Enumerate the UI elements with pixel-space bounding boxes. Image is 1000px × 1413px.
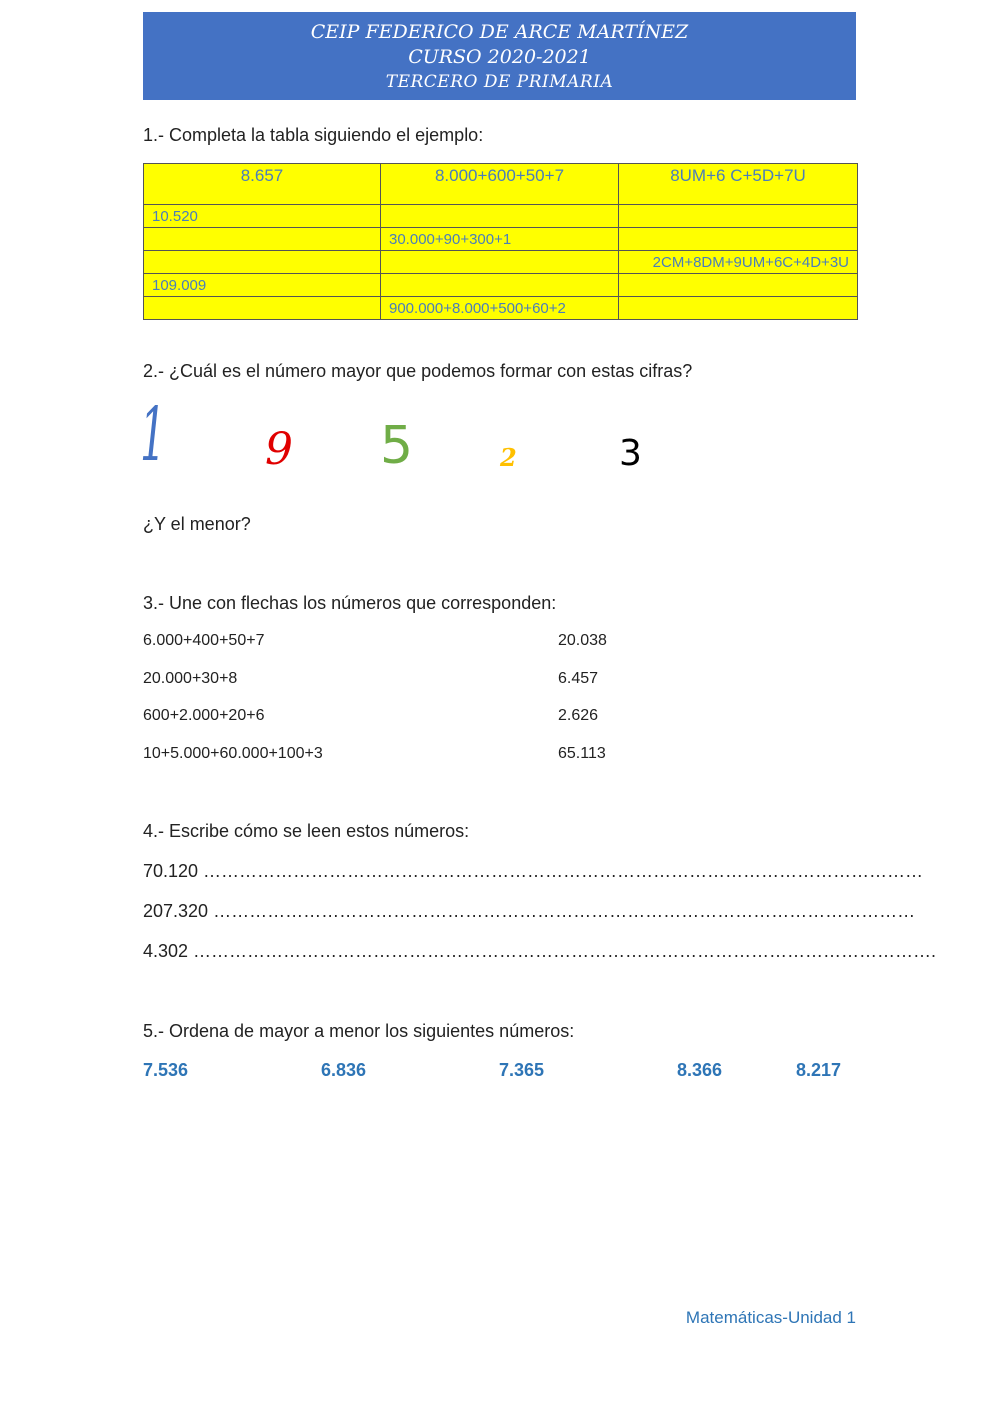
digit-two: 2 [500,443,517,472]
worksheet-header [143,12,856,100]
reading-line[interactable]: 4.302 ……………………………………………………………………………………………………………. [143,941,937,961]
table-cell: 109.009 [144,274,381,297]
digit-one: 1 [140,392,166,478]
question-4-title: 4.- Escribe cómo se leen estos números: [143,821,470,841]
completion-table [143,163,858,320]
table-cell: 8UM+6 C+5D+7U [619,164,858,205]
digit-five: 5 [380,416,414,476]
table-row [144,251,858,274]
question-3-title: 3.- Une con flechas los números que corresponden: [143,593,557,613]
question-2-sub: ¿Y el menor? [143,514,251,534]
match-right-item[interactable]: 20.038 [558,632,607,649]
reading-line[interactable]: 70.120 ………………………………………………………………………………………………………… [143,861,924,881]
table-row [144,228,858,251]
match-left-item[interactable]: 6.000+400+50+7 [143,632,265,649]
order-number[interactable]: 8.366 [677,1060,723,1080]
question-5-title: 5.- Ordena de mayor a menor los siguientes números: [143,1021,575,1041]
table-cell[interactable] [619,205,858,228]
table-cell: 2CM+8DM+9UM+6C+4D+3U [619,251,858,274]
table-cell: 8.000+600+50+7 [381,164,619,205]
match-right-item[interactable]: 2.626 [558,707,599,724]
table-cell[interactable] [619,297,858,320]
digit-three: 3 [619,433,642,474]
table-cell[interactable] [144,297,381,320]
table-row [144,274,858,297]
school-name: CEIP FEDERICO DE ARCE MARTÍNEZ [310,21,689,43]
match-right-item[interactable]: 6.457 [558,670,599,687]
table-row [144,205,858,228]
match-left-item[interactable]: 10+5.000+60.000+100+3 [143,745,323,762]
table-row [144,297,858,320]
match-left-item[interactable]: 600+2.000+20+6 [143,707,265,724]
digit-nine: 9 [265,424,293,475]
page-footer: Matemáticas-Unidad 1 [685,1308,856,1327]
question-1-title: 1.- Completa la tabla siguiendo el ejemplo: [143,125,484,145]
table-cell: 30.000+90+300+1 [381,228,619,251]
grade-level: TERCERO DE PRIMARIA [385,72,614,92]
table-cell[interactable] [144,228,381,251]
table-cell[interactable] [619,274,858,297]
reading-line[interactable]: 207.320 ……………………………………………………………………………………………………… [143,901,916,921]
course-year: CURSO 2020-2021 [408,46,591,68]
match-left-item[interactable]: 20.000+30+8 [143,670,238,687]
table-cell: 10.520 [144,205,381,228]
table-cell[interactable] [144,251,381,274]
question-2-title: 2.- ¿Cuál es el número mayor que podemos formar con estas cifras? [143,361,693,381]
order-number[interactable]: 6.836 [321,1060,367,1080]
table-cell[interactable] [381,251,619,274]
table-cell[interactable] [619,228,858,251]
order-number[interactable]: 8.217 [796,1060,842,1080]
match-right-item[interactable]: 65.113 [558,745,606,762]
table-cell[interactable] [381,205,619,228]
table-cell: 8.657 [144,164,381,205]
order-number[interactable]: 7.536 [143,1060,189,1080]
table-header-row [144,164,858,205]
order-number[interactable]: 7.365 [499,1060,545,1080]
table-cell: 900.000+8.000+500+60+2 [381,297,619,320]
table-cell[interactable] [381,274,619,297]
